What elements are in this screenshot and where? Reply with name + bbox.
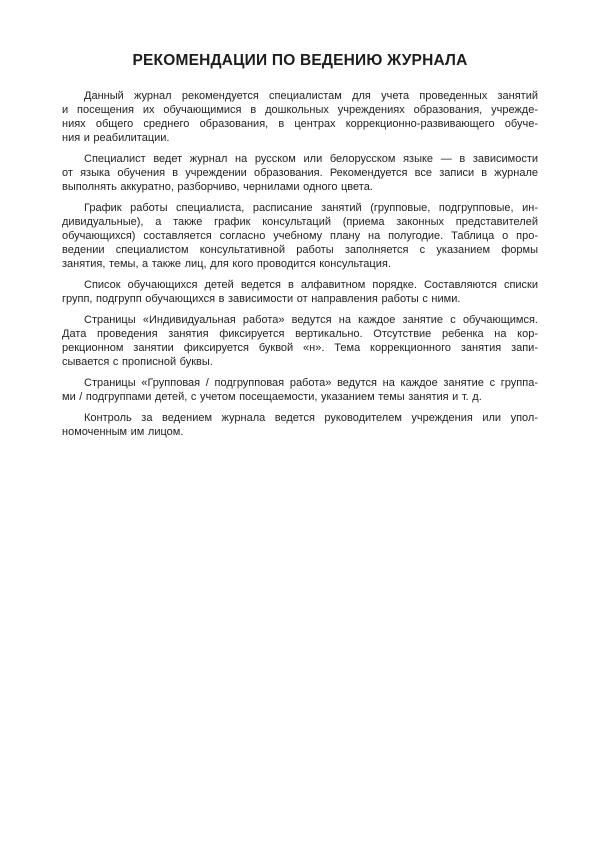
paragraph-line: номоченным им лицом. <box>62 426 184 438</box>
paragraph <box>62 89 538 145</box>
paragraph <box>62 376 538 404</box>
paragraph-line: групп, подгрупп обучающихся в зависимости от направления работы с ними. <box>62 293 461 305</box>
paragraph <box>62 411 538 439</box>
paragraph-line: ниях общего среднего образования, в центрах коррекционно-развивающего обуче- <box>62 118 538 130</box>
paragraph-line: Страницы «Групповая / подгрупповая работа» ведутся на каждое занятие с группа- <box>84 377 538 389</box>
paragraph-line: занятия, темы, а также лиц, для кого проводится консультация. <box>62 258 391 270</box>
paragraph <box>62 313 538 369</box>
paragraph-line: выполнять аккуратно, разборчиво, чернилами одного цвета. <box>62 181 373 193</box>
paragraph-line: Контроль за ведением журнала ведется руководителем учреждения или упол- <box>84 412 538 424</box>
paragraph-line: График работы специалиста, расписание занятий (групповые, подгрупповые, ин- <box>84 202 538 214</box>
paragraph-line: Данный журнал рекомендуется специалистам для учета проведенных занятий <box>84 90 538 102</box>
paragraph-line: Дата проведения занятия фиксируется вертикально. Отсутствие ребенка на кор- <box>62 328 538 340</box>
paragraph-line: и посещения их обучающимися в дошкольных учреждениях образования, учрежде- <box>62 104 538 116</box>
paragraph-line: обучающихся) составляется согласно учебному плану на полугодие. Таблица о про- <box>62 230 538 242</box>
paragraph-line: ведении специалистом консультативной работы заполняется с указанием формы <box>62 244 538 256</box>
paragraph-line: дивидуальные), а также график консультаций (приема законных представителей <box>62 216 538 228</box>
paragraph <box>62 201 538 271</box>
document-body <box>62 89 538 439</box>
paragraph <box>62 152 538 194</box>
paragraph-line: ми / подгруппами детей, с учетом посещаемости, указанием темы занятия и т. д. <box>62 391 482 403</box>
paragraph-line: Список обучающихся детей ведется в алфавитном порядке. Составляются списки <box>84 279 538 291</box>
paragraph-line: ния и реабилитации. <box>62 132 170 144</box>
paragraph-line: Страницы «Индивидуальная работа» ведутся на каждое занятие с обучающимся. <box>84 314 538 326</box>
paragraph-line: Специалист ведет журнал на русском или белорусском языке — в зависимости <box>84 153 538 165</box>
paragraph <box>62 278 538 306</box>
paragraph-line: сывается с прописной буквы. <box>62 356 213 368</box>
paragraph-line: рекционном занятии фиксируется буквой «н». Тема коррекционного занятия запи- <box>62 342 538 354</box>
page-title: РЕКОМЕНДАЦИИ ПО ВЕДЕНИЮ ЖУРНАЛА <box>132 52 468 69</box>
paragraph-line: от языка обучения в учреждении образования. Рекомендуется все записи в журнале <box>62 167 538 179</box>
